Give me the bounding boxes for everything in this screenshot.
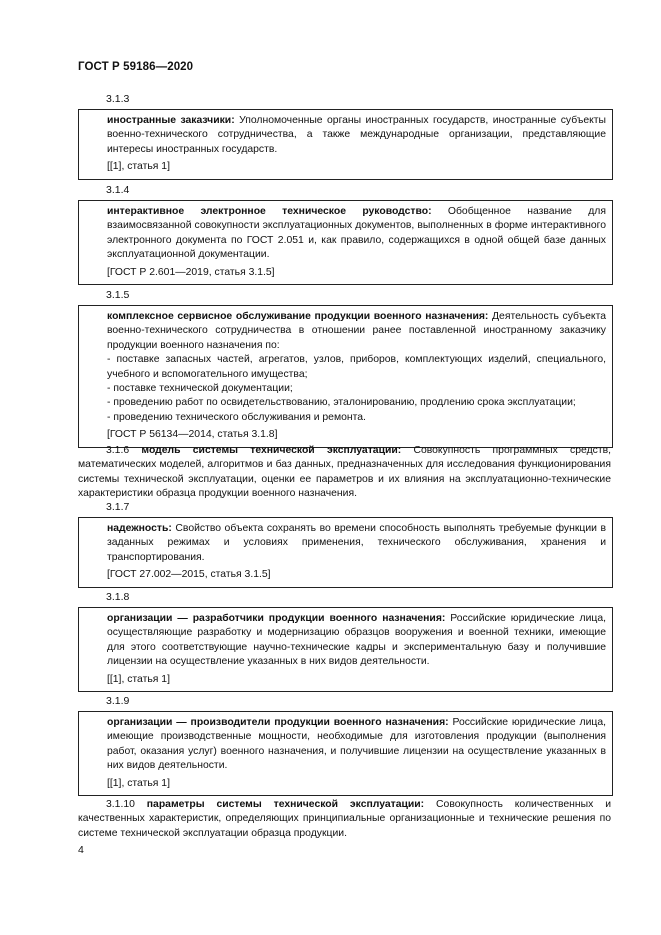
term-source: [ГОСТ Р 2.601—2019, статья 3.1.5] [107,266,275,278]
term-name: интерактивное электронное техническое руководство: [107,206,432,217]
term-name: иностранные заказчики: [107,115,235,126]
term-3-1-10 [78,798,611,841]
term-3-1-8 [78,590,613,692]
term-definition [107,205,606,263]
term-text: Деятельность субъекта военно-технического сотрудничества в отношении ранее поставленной иностранному заказчику продукции военного назначения по: [107,311,607,351]
term-3-1-5 [78,288,613,448]
term-definition [107,716,606,774]
term-box [78,607,613,692]
term-definition [107,114,606,157]
term-source: [[1], статья 1] [107,673,170,685]
list-item: - проведению работ по освидетельствованию, эталонированию, продлению срока эксплуатации; [107,397,576,409]
term-number: 3.1.10 [106,799,135,810]
term-definition [107,522,606,565]
term-source: [ГОСТ 27.002—2015, статья 3.1.5] [107,569,271,581]
term-box [78,305,613,448]
term-box [78,109,613,180]
term-number: 3.1.3 [106,93,130,105]
term-definition [107,310,606,353]
term-number: 3.1.7 [106,501,130,513]
term-name: параметры системы технической эксплуатации: [146,799,425,810]
term-source: [ГОСТ Р 56134—2014, статья 3.1.8] [107,429,278,441]
term-source: [[1], статья 1] [107,161,170,173]
term-name: комплексное сервисное обслуживание продукции военного назначения: [107,311,489,322]
term-number: 3.1.9 [106,695,130,707]
term-text: Совокупность количественных и качественных характеристик, определяющих принципиальные организационные и технические решения по системе технической эксплуатации образца продукции. [78,799,611,839]
term-name: надежность: [107,523,172,534]
term-box [78,711,613,796]
list-item: - проведению технического обслуживания и ремонта. [107,411,366,423]
term-text: Обобщенное название для взаимосвязанной совокупности эксплуатационных документов, выполненных в форме интерактивного электронного документа по ГОСТ 2.051 и, как правило, содержащихся в одной общей базе данных эксплуатационной документации. [107,206,606,261]
term-source: [[1], статья 1] [107,777,170,789]
term-3-1-7 [78,500,613,588]
term-item-list [107,353,606,425]
term-3-1-3 [78,92,613,180]
document-header: ГОСТ Р 59186—2020 [78,61,194,73]
term-text: Свойство объекта сохранять во времени способность выполнять требуемые функции в заданных режимах и условиях применения, технического обслуживания, хранения и транспортирования. [107,523,606,563]
list-item: - поставке запасных частей, агрегатов, узлов, приборов, комплектующих изделий, специального, учебного и вспомогательного имущества; [107,354,606,380]
term-name: организации — разработчики продукции военного назначения: [107,613,446,624]
term-text: Российские юридические лица, имеющие производственные мощности, необходимые для изготовления продукции (выполнения работ, оказания услуг) военного назначения, и получившие лицензии на осуществление указанных в них видов деятельности. [107,717,607,772]
list-item: - поставке технической документации; [107,383,293,395]
term-box [78,517,613,588]
term-3-1-4 [78,183,613,285]
term-name: организации — производители продукции военного назначения: [107,717,449,728]
term-definition [107,612,606,670]
term-number: 3.1.8 [106,591,130,603]
term-3-1-9 [78,694,613,796]
term-box [78,200,613,285]
term-number: 3.1.6 [106,445,130,456]
term-text: Российские юридические лица, осуществляющие разработку и модернизацию образцов вооружения и военной техники, имеющие для этого соответствующие научно-технические кадры и экспериментальную базу и получившие лицензии на осуществление указанных в них видов деятельности. [107,613,606,668]
term-text: Совокупность программных средств, математических моделей, алгоритмов и баз данных, предназначенных для исследования функционирования системы технической эксплуатации, оценки ее параметров и их влияния на эксплуатационно-технические характеристики образца продукции военного назначения. [78,445,611,500]
term-number: 3.1.4 [106,184,130,196]
page-number: 4 [78,844,84,856]
term-name: модель системы технической эксплуатации: [141,445,402,456]
term-3-1-6 [78,444,611,502]
term-number: 3.1.5 [106,289,130,301]
term-text: Уполномоченные органы иностранных государств, иностранные субъекты военно-технического сотрудничества, а также международные организации, представляющие интересы иностранных государств. [107,115,606,155]
